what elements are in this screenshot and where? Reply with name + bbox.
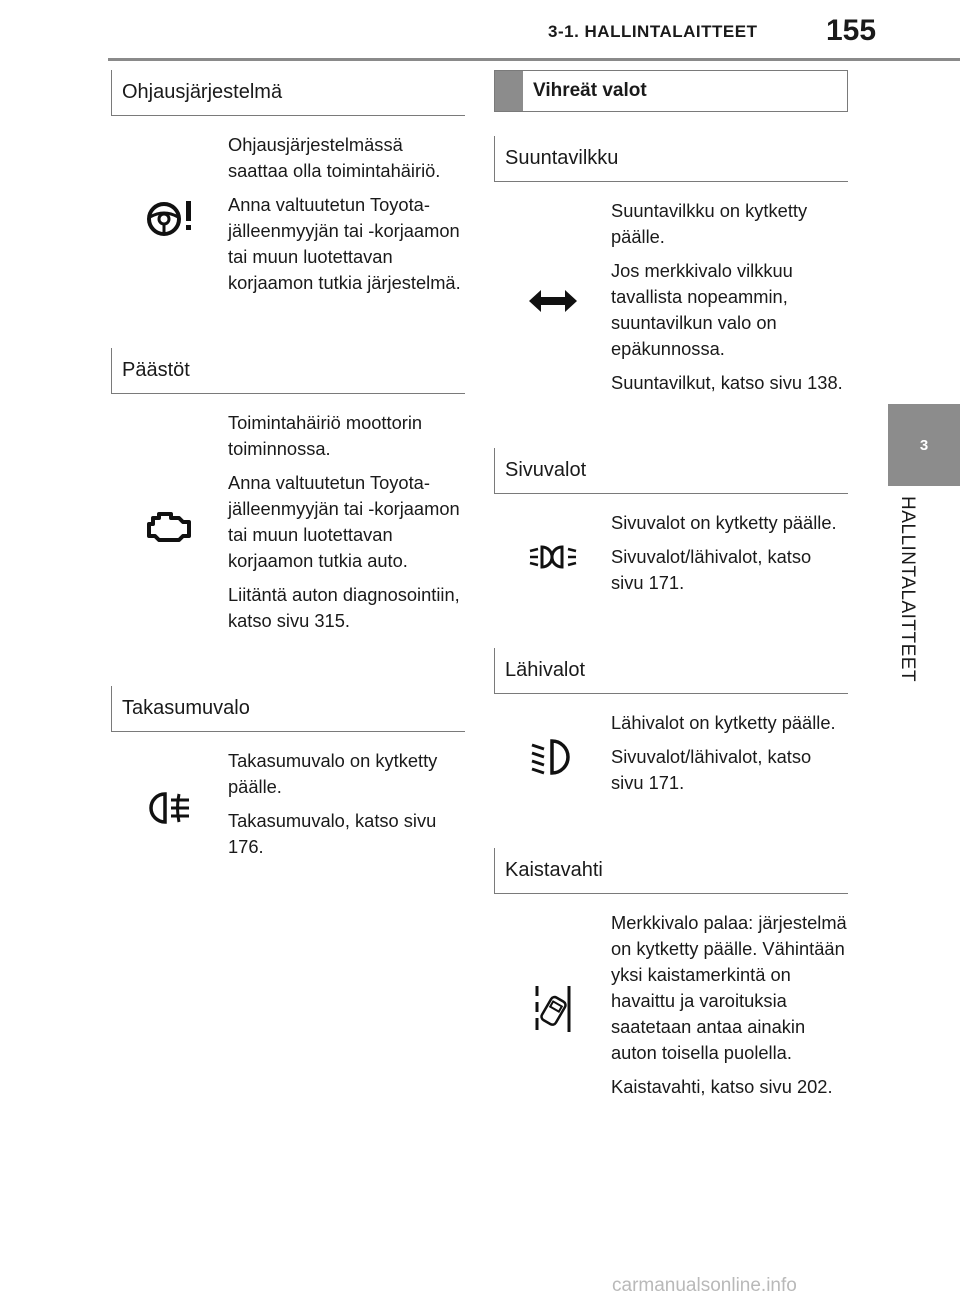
section-heading: Suuntavilkku	[494, 136, 848, 182]
indicator-entry	[111, 410, 465, 642]
entry-text: Kaistavahti, katso sivu 202.	[611, 1076, 833, 1097]
entry-text: Toimintahäiriö moottorin toiminnossa.	[228, 412, 423, 459]
steering-warning-icon	[140, 193, 200, 243]
entry-text: Anna valtuutetun Toyota-jälleenmyyjän tai -korjaamon tai muun luotettavan korjaamon tutkia auto.	[228, 472, 460, 571]
entry-text: Suuntavilkku on kytketty päälle.	[611, 200, 808, 247]
side-lights-icon	[528, 542, 578, 572]
page-number: 155	[826, 14, 877, 47]
chapter-title: 3-1. HALLINTALAITTEET	[548, 22, 758, 41]
indicator-entry	[111, 748, 465, 868]
entry-text: Sivuvalot/lähivalot, katso sivu 171.	[611, 746, 812, 793]
section-heading: Ohjausjärjestelmä	[111, 70, 465, 116]
chapter-side-label: HALLINTALAITTEET	[897, 496, 918, 683]
entry-text: Takasumuvalo, katso sivu 176.	[228, 810, 437, 857]
entry-text: Takasumuvalo on kytketty päälle.	[228, 750, 438, 797]
entry-text: Liitäntä auton diagnosointiin, katso sivu 315.	[228, 584, 460, 631]
section-heading: Kaistavahti	[494, 848, 848, 894]
entry-text: Sivuvalot on kytketty päälle.	[611, 512, 837, 533]
entry-text: Lähivalot on kytketty päälle.	[611, 712, 836, 733]
group-heading-text: Vihreät valot	[533, 80, 647, 101]
entry-text: Anna valtuutetun Toyota-jälleenmyyjän tai -korjaamon tai muun luotettavan korjaamon tutkia järjestelmä.	[228, 194, 461, 293]
indicator-entry	[494, 510, 848, 604]
section-heading: Takasumuvalo	[111, 686, 465, 732]
entry-text: Jos merkkivalo vilkkuu tavallista nopeammin, suuntavilkun valo on epäkunnossa.	[611, 260, 793, 359]
section-heading: Sivuvalot	[494, 448, 848, 494]
turn-signal-icon	[527, 286, 579, 316]
indicator-entry	[494, 198, 848, 404]
section-heading: Päästöt	[111, 348, 465, 394]
indicator-entry	[111, 132, 465, 304]
entry-text: Merkkivalo palaa: järjestelmä on kytketty päälle. Vähintään yksi kaistamerkintä on havaittu ja varoituksia saatetaan antaa ainakin auton toisella puolella.	[611, 912, 847, 1063]
section-heading: Lähivalot	[494, 648, 848, 694]
group-marker	[495, 71, 523, 111]
group-heading	[494, 70, 848, 112]
indicator-entry	[494, 910, 848, 1108]
chapter-tab-number: 3	[919, 436, 929, 454]
lane-assist-icon	[533, 984, 573, 1034]
entry-text: Suuntavilkut, katso sivu 138.	[611, 372, 843, 393]
low-beam-icon	[528, 737, 578, 777]
right-column	[494, 70, 848, 1130]
header-rule	[108, 58, 960, 61]
engine-icon	[145, 506, 195, 546]
rear-fog-light-icon	[145, 788, 195, 828]
left-column	[111, 70, 465, 890]
entry-text: Ohjausjärjestelmässä saattaa olla toimintahäiriö.	[228, 134, 441, 181]
watermark: carmanualsonline.info	[612, 1275, 797, 1296]
chapter-tab[interactable]	[888, 404, 960, 486]
entry-text: Sivuvalot/lähivalot, katso sivu 171.	[611, 546, 812, 593]
indicator-entry	[494, 710, 848, 804]
